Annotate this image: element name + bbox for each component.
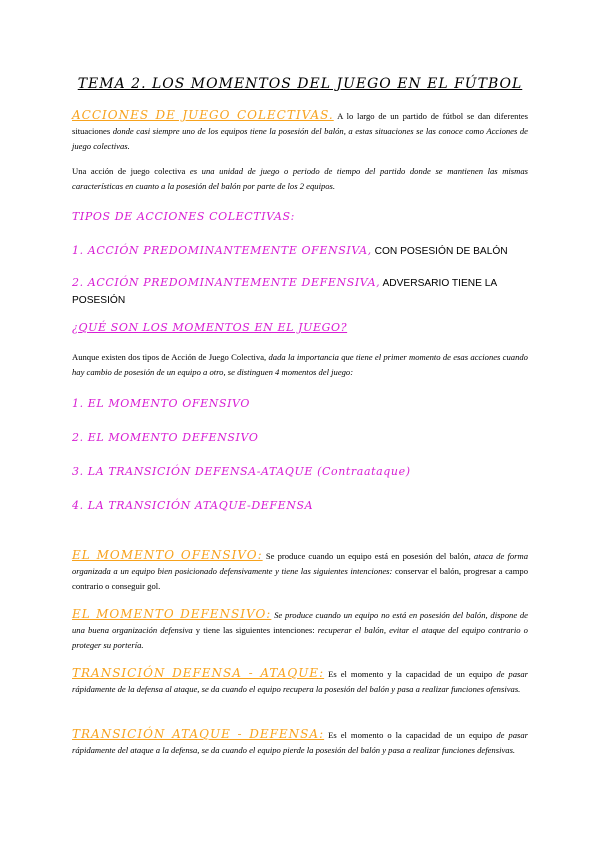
detail-offensive-plain2: conservar el balón, progresar a campo contrario o conseguir gol.	[72, 566, 528, 591]
moment-list-item-1: 1. EL MOMENTO OFENSIVO	[72, 397, 251, 410]
detail-offensive-heading: EL MOMENTO OFENSIVO:	[72, 548, 263, 562]
detail-defensive-heading: EL MOMENTO DEFENSIVO:	[72, 607, 272, 621]
page-title: TEMA 2. LOS MOMENTOS DEL JUEGO EN EL FÚTBOL	[77, 76, 523, 92]
moment-list-item-3-label: 3. LA TRANSICIÓN DEFENSA-ATAQUE	[72, 465, 313, 478]
type-item-1-desc: CON POSESIÓN DE BALÓN	[371, 246, 508, 257]
intro-heading: ACCIONES DE JUEGO COLECTIVAS.	[72, 108, 334, 122]
moments-paragraph	[72, 350, 528, 380]
detail-offensive-plain: Se produce cuando un equipo está en posesión del balón,	[262, 551, 474, 561]
detail-transition-da	[72, 666, 528, 697]
type-item-2	[72, 275, 528, 309]
moment-list-item-3-extra: (Contraataque)	[317, 465, 411, 478]
type-item-1-label: 1. ACCIÓN PREDOMINANTEMENTE OFENSIVA,	[72, 244, 372, 257]
detail-transition-ad	[72, 727, 528, 758]
moment-list-item-3	[72, 465, 411, 478]
types-heading: TIPOS DE ACCIONES COLECTIVAS:	[72, 210, 295, 223]
detail-defensive-italic2: recuperar el balón, evitar el ataque del equipo contrario o proteger su portería.	[72, 625, 528, 650]
definition-italic: es una unidad de juego o periodo de tiempo del partido donde se mantienen las mismas características en cuanto a la posesión del balón por parte de los 2 equipos.	[72, 166, 529, 191]
detail-transition-ad-italic: de pasar rápidamente del ataque a la defensa, se da cuando el equipo pierde la posesión del balón y pasa a realizar funciones defensivas.	[72, 730, 529, 755]
moments-heading-line	[72, 320, 528, 336]
moments-text-plain: Aunque existen dos tipos de Acción de Juego Colectiva,	[72, 352, 269, 362]
types-heading-line	[72, 209, 528, 225]
detail-transition-da-plain: Es el momento y la capacidad de un equipo	[324, 669, 497, 679]
moment-list-item-4: 4. LA TRANSICIÓN ATAQUE-DEFENSA	[72, 499, 314, 512]
detail-offensive-italic: ataca de forma organizada a un equipo bien posicionado defensivamente y tiene las siguientes intenciones:	[72, 551, 528, 576]
intro-text-plain: A lo largo de un partido de fútbol se dan diferentes situaciones	[72, 111, 528, 136]
moments-heading: ¿QUÉ SON LOS MOMENTOS EN EL JUEGO?	[72, 321, 348, 334]
detail-transition-da-italic: de pasar rápidamente de la defensa al ataque, se da cuando el equipo recupera la posesión del balón y pasa a realizar funciones ofensivas.	[72, 669, 529, 694]
detail-transition-da-heading: TRANSICIÓN DEFENSA - ATAQUE:	[72, 666, 325, 680]
type-item-2-desc: ADVERSARIO TIENE LA POSESIÓN	[72, 278, 497, 306]
definition-paragraph	[72, 164, 528, 194]
detail-transition-ad-heading: TRANSICIÓN ATAQUE - DEFENSA:	[72, 727, 325, 741]
definition-plain: Una acción de juego colectiva	[72, 166, 190, 176]
intro-text-italic: donde casi siempre uno de los equipos tiene la posesión del balón, a estas situaciones se las conoce como Acciones de juego colectivas.	[72, 126, 528, 151]
detail-transition-ad-plain: Es el momento o la capacidad de un equipo	[324, 730, 497, 740]
moment-list-item-2: 2. EL MOMENTO DEFENSIVO	[72, 431, 259, 444]
detail-offensive	[72, 548, 528, 594]
detail-defensive-plain: y tiene las siguientes intenciones:	[192, 625, 318, 635]
moments-text-italic: dada la importancia que tiene el primer momento de esas acciones cuando hay cambio de posesión de un equipo a otro, se distinguen 4 momentos del juego:	[72, 352, 528, 377]
detail-defensive-italic: Se produce cuando un equipo no está en posesión del balón, dispone de una buena organización defensiva	[72, 610, 529, 635]
type-item-1	[72, 243, 528, 260]
detail-defensive	[72, 607, 528, 653]
intro-paragraph	[72, 108, 528, 154]
type-item-2-label: 2. ACCIÓN PREDOMINANTEMENTE DEFENSIVA,	[72, 276, 381, 289]
